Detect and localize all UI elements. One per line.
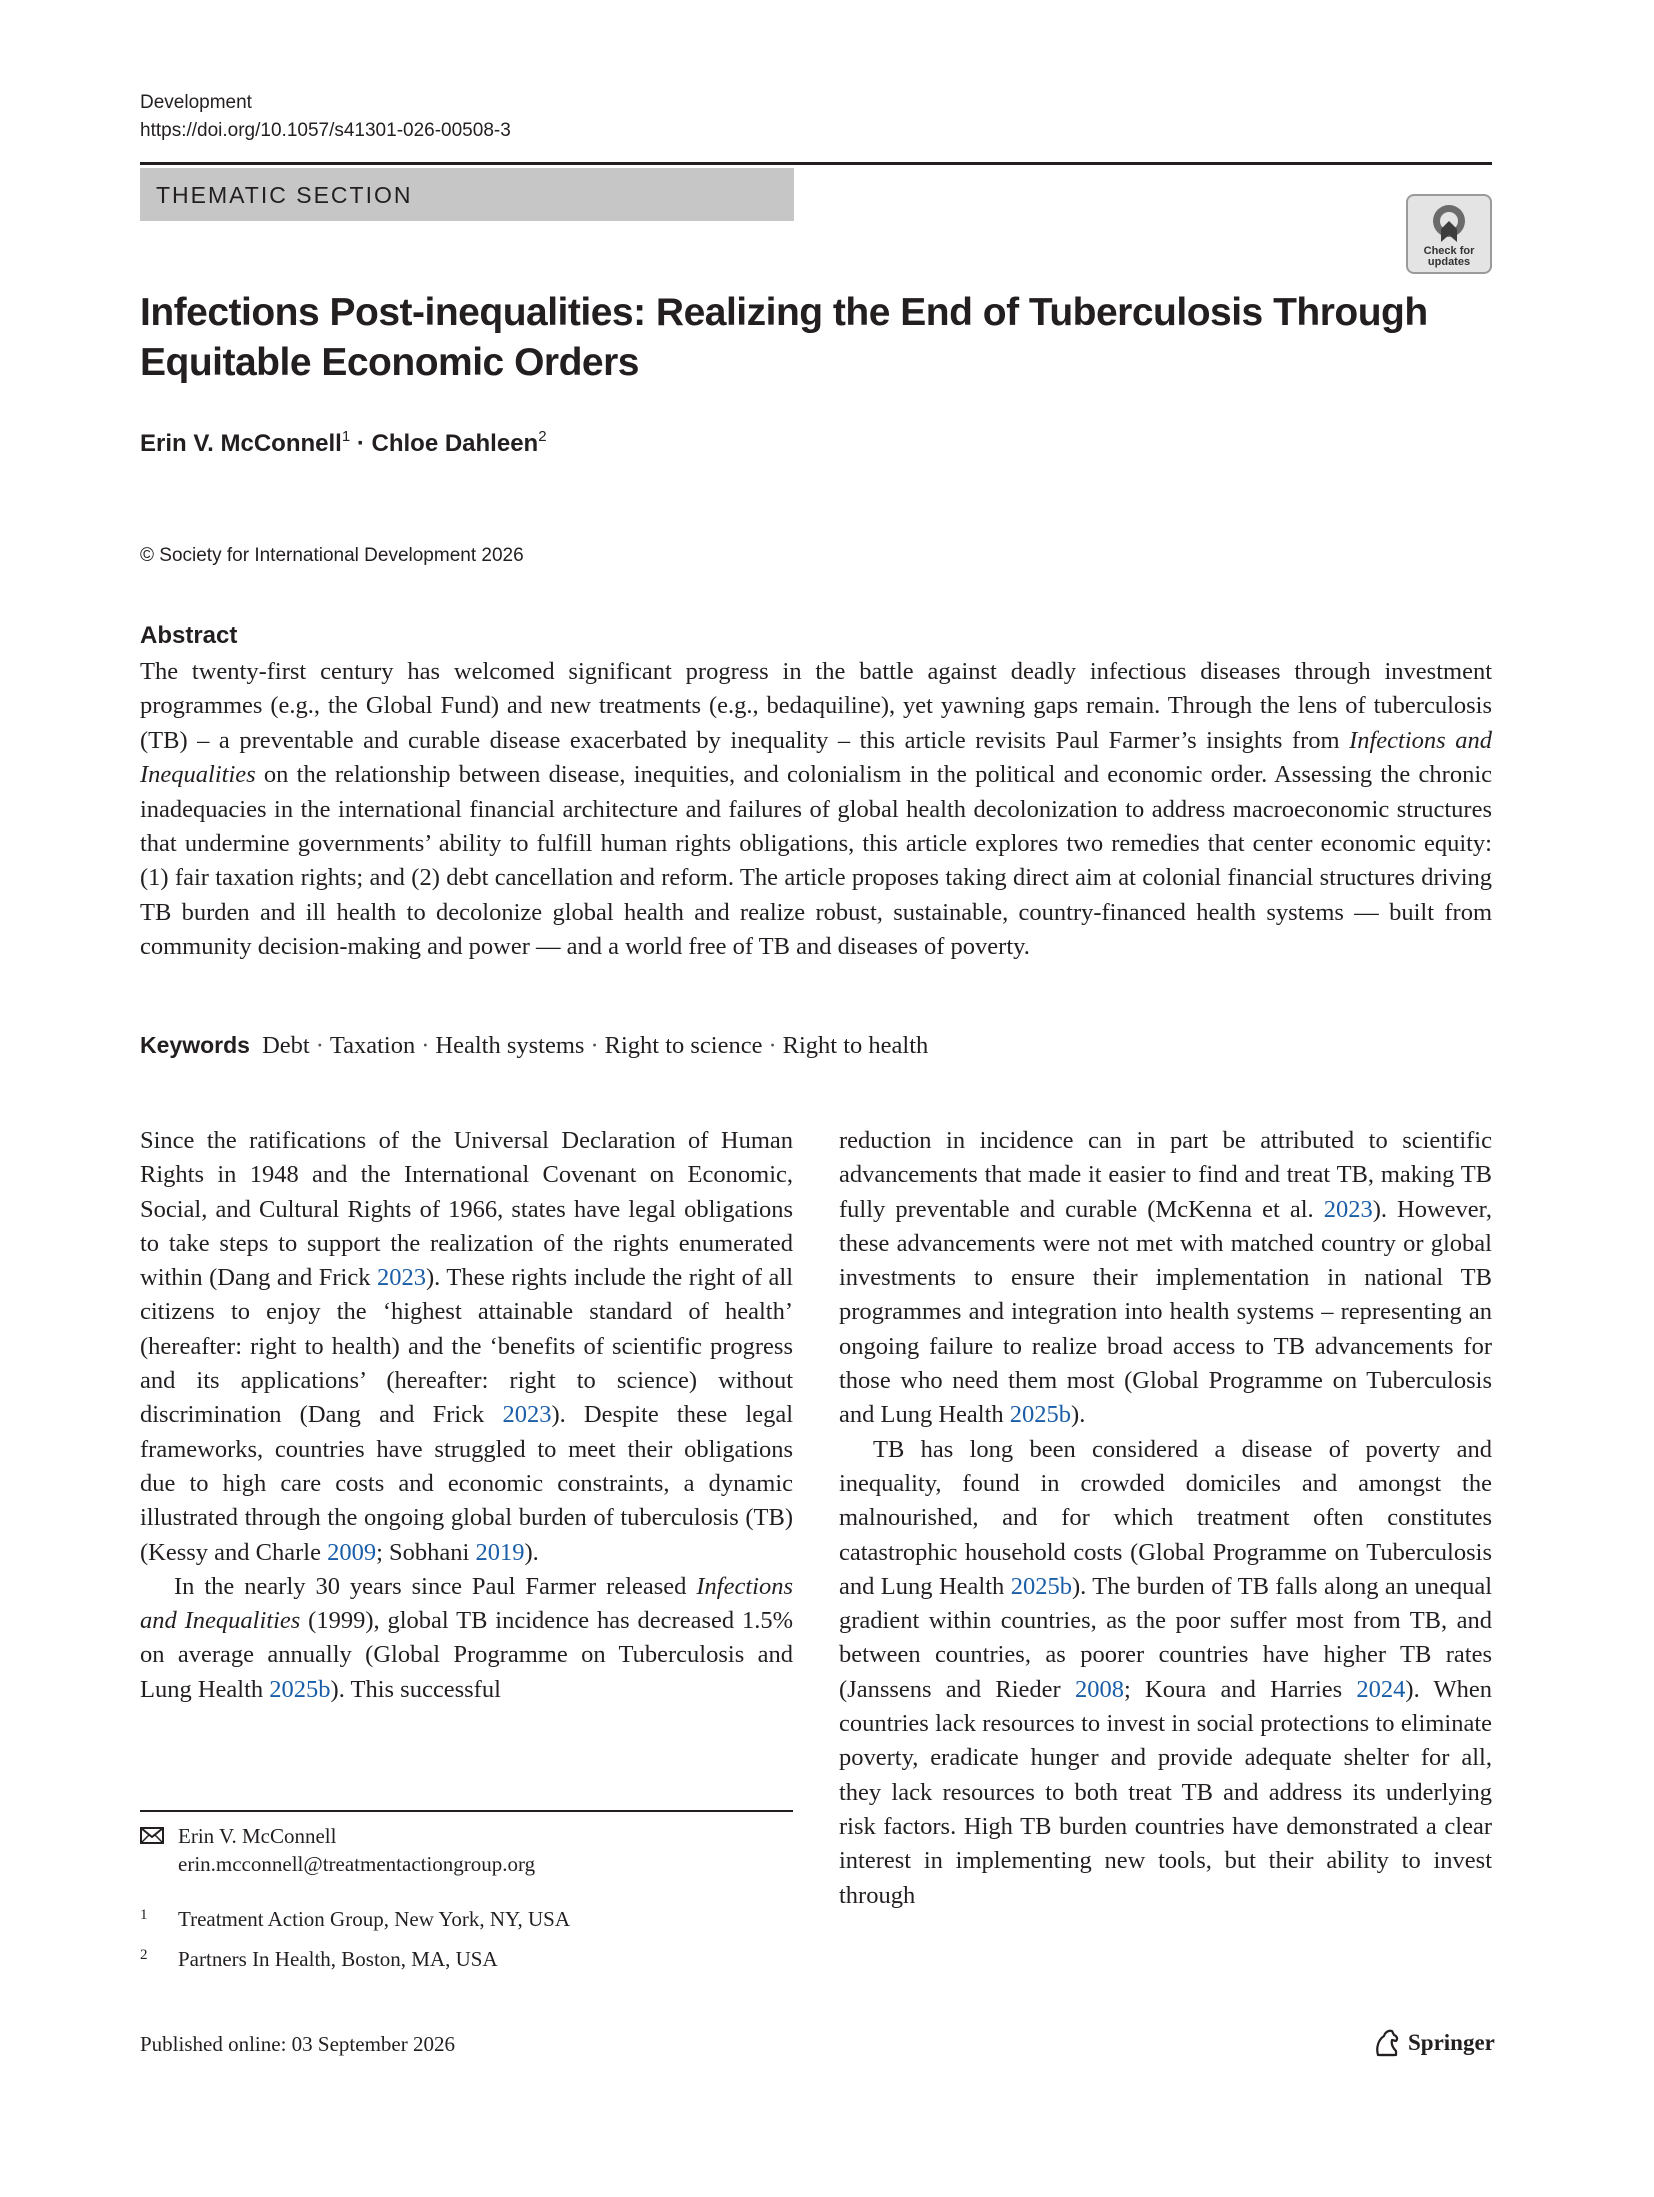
contact-name: Erin V. McConnell [178,1824,337,1848]
citation-link[interactable]: 2009 [327,1538,377,1566]
footnote-rule [140,1810,793,1812]
check-for-updates-badge[interactable] [1406,194,1492,274]
copyright-line: © Society for International Development 2026 [140,545,524,566]
keyword: Right to health [782,1032,929,1059]
citation-link[interactable]: 2023 [377,1264,427,1292]
publisher-name: Springer [1408,2030,1495,2055]
body-paragraph: In the nearly 30 years since Paul Farmer released Infections and Inequalities (1999), global TB incidence has decreased 1.5% on average annually (Global Programme on Tuberculosis and Lung Health 2025b). This successful [140,1572,794,1703]
section-label: THEMATIC SECTION [156,182,413,208]
affiliation-1 [140,1905,793,1933]
springer-horse-icon [1372,2028,1402,2058]
body-paragraph: reduction in incidence can in part be attributed to scientific advancements that made it easier to find and treat TB, making TB fully preventable and curable (McKenna et al. 2023). However, these advancements were not met with matched country or global investments to ensure their implementation in national TB programmes and integration into health systems – representing an ongoing failure to realize broad access to TB advancements for those who need them most (Global Programme on Tuberculosis and Lung Health 2025b). [839,1127,1492,1429]
keyword-separator: · [421,1032,430,1059]
keyword-separator: · [315,1032,324,1059]
citation-link[interactable]: 2025b [269,1675,331,1703]
citation-link[interactable]: 2025b [1009,1401,1072,1429]
check-for-updates-label: Check for updates [1423,245,1475,268]
journal-name: Development [140,92,252,113]
doi-link[interactable]: https://doi.org/10.1057/s41301-026-00508-3 [140,120,511,141]
affiliation-text: Partners In Health, Boston, MA, USA [178,1947,498,1971]
keyword-separator: · [768,1032,777,1059]
body-column-left [140,1124,793,1707]
published-date: Published online: 03 September 2026 [140,2032,455,2056]
crossmark-icon [1429,202,1469,244]
abstract-text: The twenty-first century has welcomed significant progress in the battle against deadly infectious diseases through investment programmes (e.g., the Global Fund) and new treatments (e.g., bedaquiline), yet yawning gaps remain. Through the lens of tuberculosis (TB) – a preventable and curable disease exacerbated by inequality – this article revisits Paul Farmer’s insights from Infections and Inequalities on the relationship between disease, inequities, and colonialism in the political and economic order. Assessing the chronic inadequacies in the international financial architecture and failures of global health decolonization to address macroeconomic structures that undermine governments’ ability to fulfill human rights obligations, this article explores two remedies that center economic equity: (1) fair taxation rights; and (2) debt cancellation and reform. The article proposes taking direct aim at colonial financial structures driving TB burden and ill health to decolonize global health and realize robust, sustainable, country-financed health systems — built from community decision-making and power — and a world free of TB and diseases of poverty. [140,658,1492,961]
keyword: Health systems [435,1032,585,1059]
author-name[interactable]: Erin V. McConnell [140,430,342,457]
affiliation-marker: 2 [538,428,547,445]
keyword: Taxation [329,1032,416,1059]
affiliation-number: 1 [140,1907,148,1923]
article-title: Infections Post-inequalities: Realizing the End of Tuberculosis Through Equitable Economic Orders [140,291,1428,384]
citation-link[interactable]: 2023 [1323,1195,1373,1223]
citation-link[interactable]: 2024 [1356,1675,1406,1703]
author-list [140,428,547,460]
affiliation-marker: 1 [341,428,351,445]
keywords-label: Keywords [140,1032,250,1058]
body-column-right [839,1124,1492,1913]
citation-link[interactable]: 2025b [1010,1572,1072,1600]
header-rule [140,162,1492,165]
citation-link[interactable]: 2023 [502,1401,552,1429]
corresponding-author [140,1822,793,1878]
affiliation-2 [140,1945,793,1973]
keyword: Debt [262,1032,310,1059]
publisher-logo [1372,2026,1495,2060]
body-paragraph: TB has long been considered a disease of poverty and inequality, found in crowded domiciles and amongst the malnourished, and for which treatment often constitutes catastrophic household costs (Global Programme on Tuberculosis and Lung Health 2025b). The burden of TB falls along an unequal gradient within countries, as the poor suffer most from TB, and between countries, as poorer countries have higher TB rates (Janssens and Rieder 2008; Koura and Harries 2024). When countries lack resources to invest in social protections to eliminate poverty, eradicate hunger and provide adequate shelter for all, they lack resources to both treat TB and address its underlying risk factors. High TB burden countries have demonstrated a clear interest in implementing new tools, but their ability to invest through [839,1435,1492,1909]
keywords-line [140,1028,928,1063]
body-paragraph: Since the ratifications of the Universal Declaration of Human Rights in 1948 and the International Covenant on Economic, Social, and Cultural Rights of 1966, states have legal obligations to take steps to support the realization of the rights enumerated within (Dang and Frick 2023). These rights include the right of all citizens to enjoy the ‘highest attainable standard of health’ (hereafter: right to health) and the ‘benefits of scientific progress and its applications’ (hereafter: right to science) without discrimination (Dang and Frick 2023). Despite these legal frameworks, countries have struggled to meet their obligations due to high care costs and economic constraints, a dynamic illustrated through the ongoing global burden of tuberculosis (TB) (Kessy and Charle 2009; Sobhani 2019). [140,1127,794,1566]
author-separator: · [350,430,372,457]
citation-link[interactable]: 2019 [475,1538,525,1566]
author-name[interactable]: Chloe Dahleen [371,430,539,457]
keyword: Right to science [604,1032,763,1059]
affiliation-text: Treatment Action Group, New York, NY, USA [178,1907,571,1931]
book-title: Infections and Inequalities [140,726,1492,789]
envelope-icon [140,1822,164,1853]
keyword-separator: · [590,1032,599,1059]
affiliation-number: 2 [140,1947,148,1963]
contact-email[interactable]: erin.mcconnell@treatmentactiongroup.org [178,1852,536,1876]
abstract-heading: Abstract [140,622,238,649]
citation-link[interactable]: 2008 [1074,1675,1124,1703]
